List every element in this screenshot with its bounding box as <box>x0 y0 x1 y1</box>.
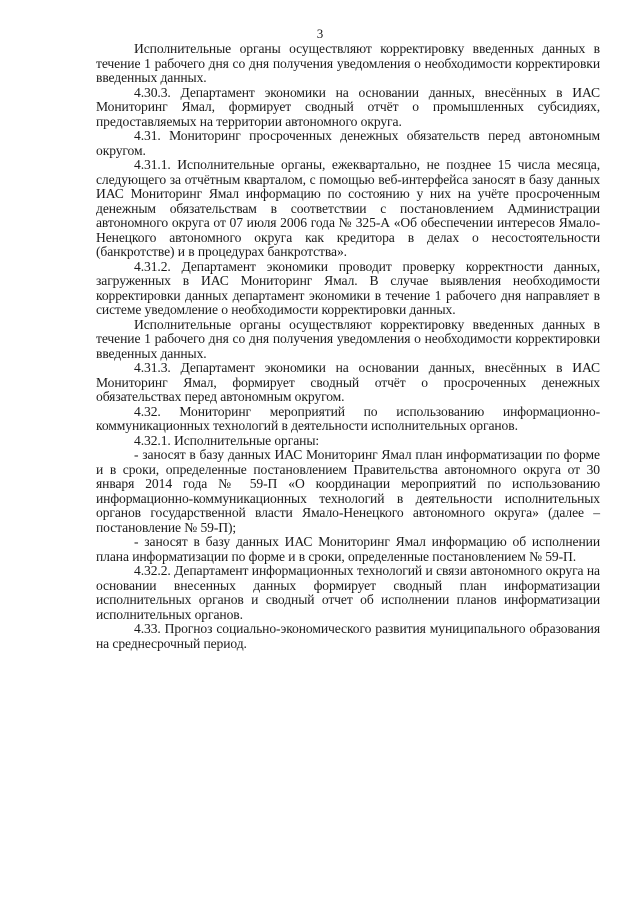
document-body <box>96 42 600 651</box>
paragraph: 4.30.3. Департамент экономики на основании данных, внесённых в ИАС Мониторинг Ямал, формирует сводный отчёт о промышленных субсидиях, предоставляемых на территории автономного округа. <box>96 84 600 129</box>
paragraph: 4.33. Прогноз социально-экономического развития муниципального образования на среднесрочный период. <box>96 621 600 651</box>
paragraph: 4.32. Мониторинг мероприятий по использованию информационно-коммуникационных технологий в деятельности исполнительных органов. <box>96 403 600 433</box>
paragraph: 4.31.1. Исполнительные органы, ежеквартально, не позднее 15 числа месяца, следующего за отчётным кварталом, с помощью веб-интерфейса заносят в базу данных ИАС Мониторинг Ямал информацию по состоянию у них на учёте просроченным денежным обязательствам в соответствии с постановлением Администрации автономного округа от 07 июля 2006 года № 325-А «Об обеспечении интересов Ямало-Ненецкого автономного округа как кредитора в делах о несостоятельности (банкротстве) и в процедурах банкротства». <box>96 157 600 259</box>
paragraph: Исполнительные органы осуществляют корректировку введенных данных в течение 1 рабочего дня со дня получения уведомления о необходимости корректировки введенных данных. <box>96 41 600 85</box>
paragraph: 4.31. Мониторинг просроченных денежных обязательств перед автономным округом. <box>96 128 600 158</box>
paragraph: 4.31.3. Департамент экономики на основании данных, внесённых в ИАС Мониторинг Ямал, формирует сводный отчёт о просроченных денежных обязательствах перед автономным округом. <box>96 360 600 404</box>
paragraph: - заносят в базу данных ИАС Мониторинг Ямал план информатизации по форме и в сроки, определенные постановлением Правительства автономного округа от 30 января 2014 года № 59-П «О координации мероприятий по использованию информационно-коммуникационных технологий в деятельности исполнительных органов государственной власти Ямало-Ненецкого автономного округа» (далее – постановление № 59-П); <box>96 447 600 535</box>
paragraph: 4.31.2. Департамент экономики проводит проверку корректности данных, загруженных в ИАС Мониторинг Ямал. В случае выявления необходимости корректировки данных департамент экономики в течение 1 рабочего дня направляет в системе уведомление о необходимости корректировки данных. <box>96 258 600 317</box>
paragraph: - заносят в базу данных ИАС Мониторинг Ямал информацию об исполнении плана информатизации по форме и в сроки, определенные постановлением № 59-П. <box>96 534 600 564</box>
paragraph: 4.32.1. Исполнительные органы: <box>134 432 320 448</box>
page-number: 3 <box>316 26 324 41</box>
paragraph: Исполнительные органы осуществляют корректировку введенных данных в течение 1 рабочего дня со дня получения уведомления о необходимости корректировки введенных данных. <box>96 316 600 361</box>
paragraph: 4.32.2. Департамент информационных технологий и связи автономного округа на основании внесенных данных формирует сводный план информатизации исполнительных органов и сводный отчет об исполнении планов информатизации исполнительных органов. <box>96 563 600 622</box>
